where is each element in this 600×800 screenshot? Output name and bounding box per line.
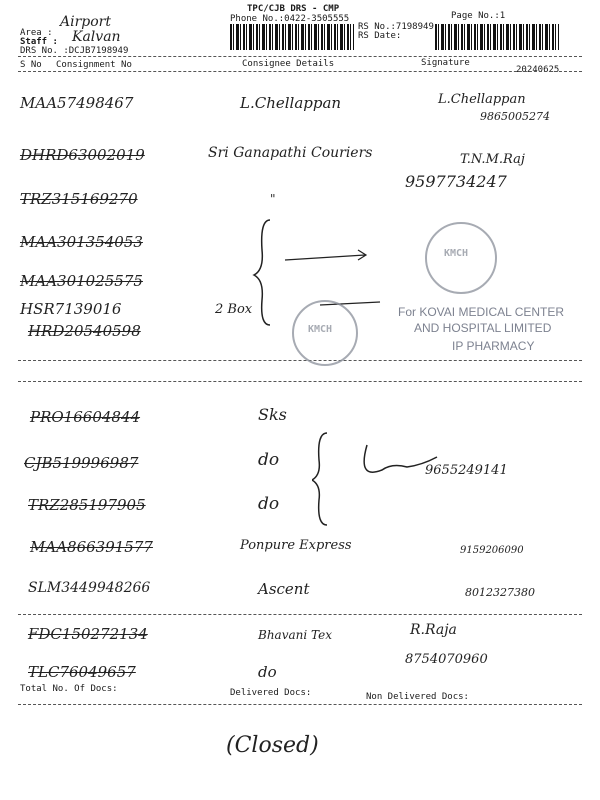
consignment-no: MAA866391577 xyxy=(30,538,153,556)
footer-divider xyxy=(18,704,582,705)
signature: T.N.M.Raj xyxy=(460,152,525,167)
consignee-name: Sri Ganapathi Couriers xyxy=(208,145,373,161)
delivered-docs: Delivered Docs: xyxy=(230,688,312,698)
hospital-seal xyxy=(425,222,497,294)
col-consignee: Consignee Details xyxy=(242,59,335,69)
consignment-no: MAA57498467 xyxy=(20,94,134,112)
area-value: Airport xyxy=(60,14,111,30)
report-title: TPC/CJB DRS - CMP xyxy=(247,4,340,14)
header-divider xyxy=(18,56,582,57)
consignee-name: do xyxy=(258,663,277,681)
area-label: Area : xyxy=(20,28,53,38)
non-delivered-docs: Non Delivered Docs: xyxy=(366,692,469,702)
consignee-name: 2 Box xyxy=(215,302,253,317)
consignment-no: DHRD63002019 xyxy=(20,146,145,164)
consignment-no: FDC150272134 xyxy=(28,625,148,643)
consignment-no: TRZ285197905 xyxy=(28,496,146,514)
grouping-brace xyxy=(312,425,442,535)
total-docs: Total No. Of Docs: xyxy=(20,684,118,694)
page-number: Page No.:1 xyxy=(451,11,506,21)
consignment-no: SLM3449948266 xyxy=(28,580,151,596)
staff-value: Kalvan xyxy=(72,29,121,45)
consignment-no: MAA301354053 xyxy=(20,233,143,251)
consignment-no: HRD20540598 xyxy=(28,322,141,340)
seal-text: KMCH xyxy=(308,324,333,335)
row-divider xyxy=(18,381,582,382)
columns-divider xyxy=(18,71,582,72)
stamp-line-2: AND HOSPITAL LIMITED xyxy=(414,321,552,335)
barcode-left xyxy=(230,24,354,50)
rs-number: RS No.:7198949 xyxy=(358,22,434,32)
hospital-seal xyxy=(292,300,358,366)
col-consignment: Consignment No xyxy=(56,60,132,70)
row-divider xyxy=(18,360,582,361)
phone: 9159206090 xyxy=(460,545,524,556)
consignee-name: Bhavani Tex xyxy=(258,628,332,642)
seal-text: KMCH xyxy=(444,248,469,259)
consignee-name: do xyxy=(258,450,280,470)
consignment-no: PRO16604844 xyxy=(30,408,141,426)
consignment-no: TLC76049657 xyxy=(28,663,136,681)
row-divider xyxy=(18,614,582,615)
consignee-name: Ponpure Express xyxy=(240,538,352,553)
consignee-name: Ascent xyxy=(258,580,310,598)
consignment-no: MAA301025575 xyxy=(20,272,143,290)
closed-note: (Closed) xyxy=(226,733,319,758)
consignment-no: HSR7139016 xyxy=(20,300,122,318)
consignee-name: " xyxy=(270,192,276,206)
phone: 9865005274 xyxy=(480,110,550,123)
signature: R.Raja xyxy=(410,622,457,638)
stamp-line-3: IP PHARMACY xyxy=(452,339,535,353)
phone: 9655249141 xyxy=(425,463,508,478)
col-sno: S No xyxy=(20,60,42,70)
consignment-no: TRZ315169270 xyxy=(20,190,138,208)
col-date: 20240625 xyxy=(516,65,560,75)
phone: 9597734247 xyxy=(405,172,507,191)
stamp-line-1: For KOVAI MEDICAL CENTER xyxy=(398,305,565,319)
consignment-no: CJB519996987 xyxy=(24,454,139,472)
barcode-right xyxy=(435,24,559,50)
col-signature: Signature xyxy=(421,58,470,68)
signature: L.Chellappan xyxy=(438,92,526,107)
consignee-name: do xyxy=(258,494,280,514)
staff-label: Staff : xyxy=(20,37,58,47)
phone-number: Phone No.:0422-3505555 xyxy=(230,14,350,24)
drs-number: DRS No. :DCJB7198949 xyxy=(20,46,129,56)
phone: 8754070960 xyxy=(405,652,488,667)
phone: 8012327380 xyxy=(465,586,535,599)
consignee-name: Sks xyxy=(258,405,287,424)
rs-date: RS Date: xyxy=(358,31,402,41)
consignee-name: L.Chellappan xyxy=(240,94,342,112)
